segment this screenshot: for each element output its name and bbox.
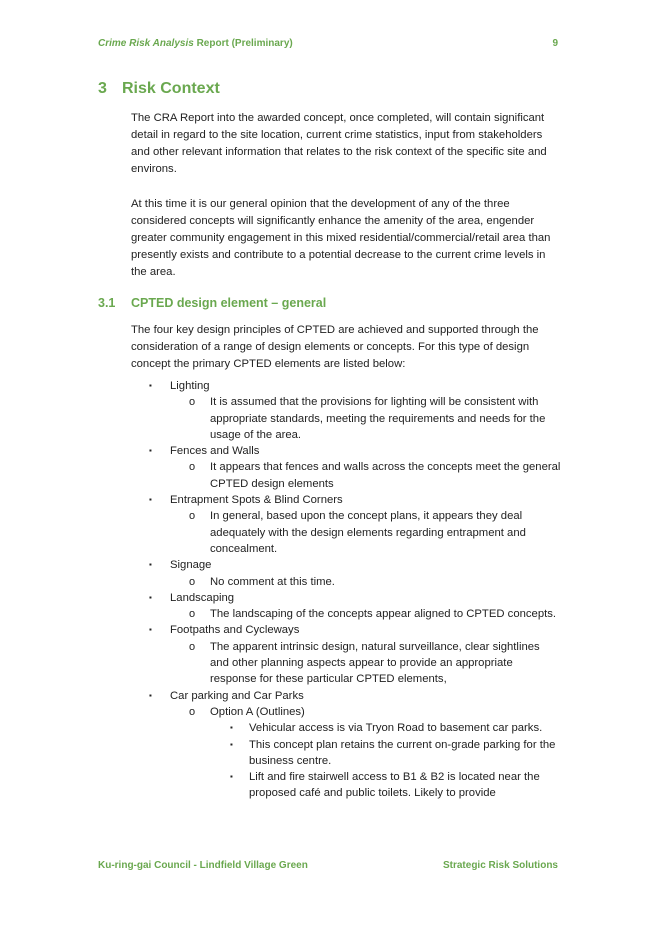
list-item-text: Fences and Walls — [170, 445, 260, 458]
sub-list-item-text: In general, based upon the concept plans, it appears they deal adequately with the design elements regarding entrapment and concealment. — [210, 510, 526, 555]
sub-sub-list-item-text: This concept plan retains the current on-grade parking for the business centre. — [249, 738, 556, 767]
bullet-marker: ▪ — [149, 446, 152, 456]
subsection-title: CPTED design element – general — [131, 296, 327, 310]
sub-list-item-text: The landscaping of the concepts appear aligned to CPTED concepts. — [210, 608, 557, 621]
bullet-marker: ▪ — [149, 592, 152, 602]
bullet-marker: o — [189, 705, 196, 718]
subsection-heading — [98, 296, 326, 310]
bullet-marker: ▪ — [149, 381, 152, 390]
sub-list-item-text: The apparent intrinsic design, natural surveillance, clear sightlines and other planning aspects appear to provide an appropriate response for these particular CPTED elements, — [210, 640, 540, 686]
subsection-number: 3.1 — [98, 296, 116, 310]
report-title — [98, 38, 293, 49]
bullet-marker: o — [189, 396, 196, 409]
bullet-marker: o — [189, 510, 196, 523]
sub-sub-list-item-text: Lift and fire stairwell access to B1 & B2 is located near the proposed café and public toilets. Likely to provide — [249, 771, 540, 800]
sub-list-item-text: Option A (Outlines) — [210, 705, 305, 718]
subsection-intro: The four key design principles of CPTED are achieved and supported through the consideration of a range of design elements or concepts. For this type of design concept the primary CPTED elements are listed below: — [131, 324, 539, 370]
sub-list-item — [131, 459, 561, 492]
section-heading — [98, 80, 220, 98]
list-item — [131, 688, 561, 704]
list-item — [131, 622, 561, 638]
bullet-marker: ▪ — [149, 495, 152, 505]
list-item-text: Signage — [170, 559, 212, 572]
sub-sub-list-item — [131, 737, 561, 770]
list-item-text: Car parking and Car Parks — [170, 689, 304, 702]
list-item — [131, 590, 561, 606]
paragraph-2: At this time it is our general opinion that the development of any of the three considered concepts will significantly enhance the amenity of the area, engender greater community engagement in this mixed residential/commercial/retail area than presently exists and contribute to a potential decrease to the current crime levels in the area. — [131, 198, 551, 278]
sub-sub-list-item — [131, 769, 561, 802]
bullet-marker: o — [189, 575, 196, 588]
bullet-marker: ▪ — [230, 723, 233, 733]
bullet-marker: ▪ — [149, 560, 152, 570]
footer-right: Strategic Risk Solutions — [442, 860, 558, 871]
footer-left: Ku-ring-gai Council - Lindfield Village Green — [98, 860, 308, 871]
sub-sub-list-item — [131, 720, 561, 736]
sub-sub-list-item-text: Vehicular access is via Tryon Road to basement car parks. — [249, 722, 543, 735]
sub-list-item — [131, 639, 561, 688]
list-item-text: Footpaths and Cycleways — [170, 624, 300, 637]
sub-list-item — [131, 574, 561, 590]
page-number: 9 — [552, 38, 558, 49]
bullet-marker: ▪ — [149, 690, 152, 700]
sub-list-item-text: No comment at this time. — [210, 575, 335, 588]
bullet-marker: ▪ — [230, 739, 233, 749]
list-item — [131, 443, 561, 459]
sub-list-item-text: It appears that fences and walls across the concepts meet the general CPTED design elements — [210, 461, 561, 490]
report-title-italic: Crime Risk Analysis — [98, 38, 194, 49]
sub-list-item — [131, 606, 561, 622]
page-header — [98, 38, 558, 54]
paragraph-1: The CRA Report into the awarded concept, once completed, will contain significant detail in regard to the site location, current crime statistics, input from stakeholders and other relevant information that relates to the risk context of the specific site and environs. — [131, 112, 547, 175]
list-item — [131, 378, 561, 394]
sub-list-item-text: It is assumed that the provisions for lighting will be consistent with appropriate standards, meeting the requirements and needs for the usage of the area. — [210, 396, 546, 441]
cpted-elements-list — [131, 378, 561, 802]
sub-list-item — [131, 704, 561, 720]
list-item — [131, 557, 561, 573]
bullet-marker: o — [189, 608, 196, 621]
sub-list-item — [131, 508, 561, 557]
report-title-rest: Report (Preliminary) — [193, 38, 293, 49]
bullet-marker: ▪ — [149, 625, 152, 635]
bullet-marker: ▪ — [230, 772, 233, 782]
section-number: 3 — [98, 80, 107, 97]
list-item — [131, 492, 561, 508]
section-title: Risk Context — [122, 80, 220, 97]
sub-list-item — [131, 394, 561, 443]
bullet-marker: o — [189, 640, 196, 653]
list-item-text: Lighting — [170, 380, 210, 392]
list-item-text: Landscaping — [170, 591, 235, 604]
list-item-text: Entrapment Spots & Blind Corners — [170, 494, 343, 507]
bullet-marker: o — [189, 461, 196, 474]
